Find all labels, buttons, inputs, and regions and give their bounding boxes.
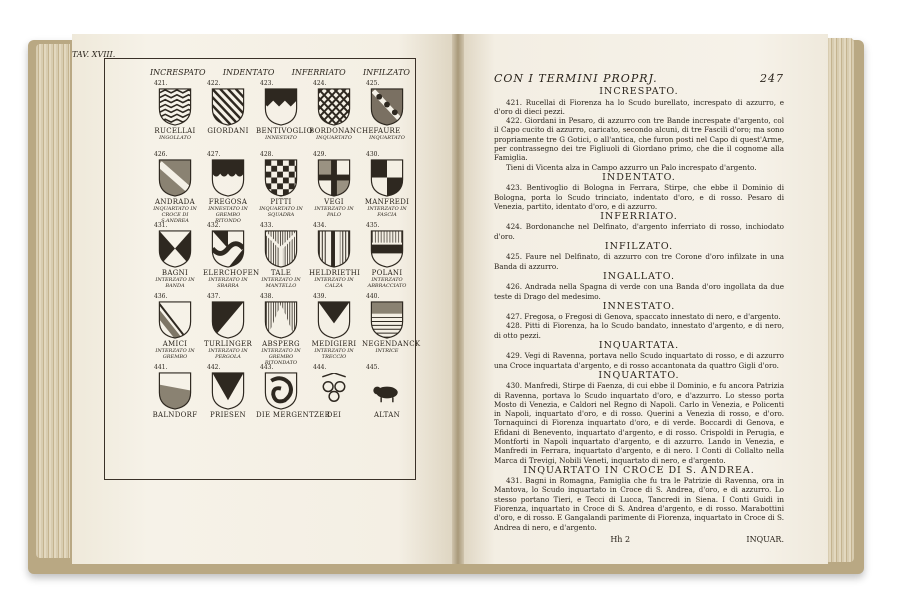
coat-of-arms: [256, 80, 313, 147]
blazon-term: [309, 419, 359, 431]
arms-row: [150, 364, 412, 431]
paragraph: 430. Manfredi, Stirpe di Faenza, di cui ebbe il Dominio, e fu ancora Patrizia di Ravenna, portava lo Scudo inquartato d'oro, e d'azzurro. Lo stesso porta Mosto di Venezia, e Caldori nel Regno di Napoli. Carlo in Venezia, e Policenti in Napoli, inquartato d'oro, e di rosso. Querini a Venezia di rosso, e d'oro. Tornaquinci di Fiorenza inquartato d'oro, e di verde. Boccardi di Genova, e Efidani di Benevento, inquartato d'argento, e di rosso. Crispoldi in Perugia, e Montforti in Napoli inquartato d'argento, e di azzurro. Lando in Venezia, e Manfredi in Ferrara, inquartato d'argento, e di nero. I Conti di Collalto nella Marca di Trevigi, Nobili Veneti, inquartato di nero, e d'argento.: [494, 381, 784, 465]
blazon-term: [256, 419, 306, 431]
figure-number: 439.: [313, 293, 327, 300]
blazon-term: INTRICE: [375, 348, 399, 354]
column-head: INDENTATO: [222, 68, 275, 77]
family-name: PRIESEN: [210, 411, 246, 419]
page-edges-left: [36, 44, 70, 558]
coat-of-arms: [150, 80, 200, 147]
figure-number: 429.: [313, 151, 327, 158]
family-name: ABSPERG: [262, 340, 300, 348]
coat-of-arms: [309, 222, 359, 289]
figure-number: 428.: [260, 151, 274, 158]
coat-of-arms: [309, 293, 359, 360]
coat-of-arms: [309, 364, 359, 431]
figure-number: 443.: [260, 364, 274, 371]
shield-icon: [369, 229, 405, 269]
shield-icon: [157, 371, 193, 411]
blazon-term: INTERZATO IN SBARRA: [208, 277, 248, 289]
column-head: INCRESPATO: [150, 68, 206, 77]
blazon-term: INTERZATO IN TRECCIO: [314, 348, 354, 360]
figure-number: 423.: [260, 80, 274, 87]
coat-of-arms: [256, 293, 306, 366]
arms-row: [150, 222, 412, 289]
family-name: AMICI: [162, 340, 188, 348]
coat-of-arms: [362, 80, 412, 147]
coat-of-arms: [256, 222, 306, 289]
family-name: MEDIGIERI: [311, 340, 357, 348]
shield-icon: [210, 229, 246, 269]
column-head: INFERRIATO: [291, 68, 346, 77]
family-name: ANDRADA: [155, 198, 195, 206]
shield-icon: [316, 371, 352, 411]
blazon-term: INNESTATO: [265, 135, 297, 141]
shield-icon: [263, 158, 299, 198]
figure-number: 426.: [154, 151, 168, 158]
coat-of-arms: [362, 222, 412, 289]
page-edges-right: [824, 38, 854, 562]
shield-icon: [316, 229, 352, 269]
shield-icon: [316, 158, 352, 198]
family-name: BAGNI: [161, 269, 189, 277]
figure-number: 441.: [154, 364, 168, 371]
blazon-term: [203, 135, 253, 147]
family-name: TURLINGER: [203, 340, 253, 348]
page-footer: [494, 535, 784, 544]
shield-icon: [157, 158, 193, 198]
family-name: NEGENDANCK: [362, 340, 421, 348]
family-name: PITTI: [270, 198, 292, 206]
blazon-term: INTERZATO IN MANTELLO: [261, 277, 301, 289]
coat-of-arms: [203, 80, 253, 147]
coat-of-arms: [203, 151, 253, 224]
text-column: [494, 74, 784, 544]
blazon-term: INQUARTATO IN CROCE DI S.ANDREA: [153, 206, 197, 224]
blazon-term: INTERZATO IN PALO: [314, 206, 354, 218]
arms-row: [150, 80, 412, 147]
section-heading: INQUARTATO.: [598, 369, 680, 381]
paragraph: Tieni di Vicenta alza in Campo azzurro un Palo increspato d'argento.: [506, 162, 757, 172]
running-head-title: CON I TERMINI PROPRJ.: [494, 72, 658, 85]
paragraph: 424. Bordonanche nel Delfinato, d'argento inferriato di rosso, inchiodato d'oro.: [494, 222, 784, 241]
coat-of-arms: [309, 151, 359, 218]
paragraph: 426. Andrada nella Spagna di verde con una Banda d'oro ingollata da due teste di Drago del medesimo.: [494, 282, 784, 301]
coat-of-arms: [203, 364, 253, 431]
shield-icon: [369, 371, 405, 411]
column-head: INFILZATO: [363, 68, 410, 77]
book-gutter: [452, 34, 464, 564]
paragraph: 425. Faure nel Delfinato, di azzurro con tre Corone d'oro infilzate in una Banda di azzurro.: [494, 252, 784, 271]
section-heading: INDENTATO.: [602, 171, 676, 183]
family-name: BALNDORF: [152, 411, 198, 419]
paragraph: 427. Fregosa, o Fregosi di Genova, spaccato innestato di nero, e d'argento.: [506, 312, 781, 322]
figure-number: 425.: [366, 80, 380, 87]
coat-of-arms: [150, 222, 200, 289]
blazon-term: [150, 419, 200, 431]
figure-number: 433.: [260, 222, 274, 229]
section-heading: INCRESPATO.: [599, 86, 679, 98]
figure-number: 431.: [154, 222, 168, 229]
signature-mark: Hh 2: [610, 534, 631, 544]
shield-icon: [369, 300, 405, 340]
shield-icon: [157, 300, 193, 340]
figure-number: 444.: [313, 364, 327, 371]
text-body: [494, 87, 784, 532]
family-name: HELDRIETHI: [309, 269, 361, 277]
figure-number: 442.: [207, 364, 221, 371]
page-number: 247: [760, 72, 784, 85]
paragraph: 422. Giordani in Pesaro, di azzurro con tre Bande increspate d'argento, col il Capo cucito di azzurro, caricato, secondo alcuni, di tre Fascili d'oro; ma sono propriamente tre G Gotici, o all'antica, che furon posti nel Capo di quest'Arme, per contrassegno dei tre Figliuoli di Giordano primo, che die il cognome alla Famiglia.: [494, 116, 784, 163]
figure-number: 435.: [366, 222, 380, 229]
blazon-term: INQUARTATO: [369, 135, 405, 141]
blazon-term: [362, 419, 412, 431]
blazon-term: INTERZATO IN FASCIA: [367, 206, 407, 218]
family-name: BENTIVOGLIO: [256, 127, 313, 135]
section-heading: INFERRIATO.: [600, 211, 678, 223]
section-heading: INGALLATO.: [602, 270, 676, 282]
figure-number: 434.: [313, 222, 327, 229]
shield-icon: [263, 229, 299, 269]
family-name: POLANI: [371, 269, 403, 277]
paragraph: 428. Pitti di Fiorenza, ha lo Scudo bandato, innestato d'argento, e di nero, di otto pezzi.: [494, 321, 784, 340]
paragraph: 421. Rucellai di Fiorenza ha lo Scudo burellato, increspato di azzurro, e d'oro di dieci pezzi.: [494, 97, 784, 116]
section-heading: INQUARTATA.: [598, 340, 680, 352]
section-heading: INNESTATO.: [602, 300, 676, 312]
figure-number: 424.: [313, 80, 327, 87]
blazon-term: INQUARTATO: [316, 135, 352, 141]
blazon-term: INQUARTATO IN SQUADRA: [259, 206, 303, 218]
paragraph: 423. Bentivoglio di Bologna in Ferrara, Stirpe, che ebbe il Dominio di Bologna, porta lo Scudo trinciato, indentato d'oro, e di rosso. Pesaro di Venezia, partito, identato d'oro, e di azzurro.: [494, 183, 784, 211]
shield-icon: [263, 87, 299, 127]
shield-icon: [210, 87, 246, 127]
coat-of-arms: [362, 151, 412, 218]
coat-of-arms: [256, 151, 306, 218]
arms-row: [150, 293, 421, 366]
blazon-term: INTERZATO IN CALZA: [314, 277, 354, 289]
coat-of-arms-grid: [150, 80, 421, 435]
blazon-term: [203, 419, 253, 431]
blazon-term: INTERZATO IN GREMBO: [155, 348, 195, 360]
family-name: VEGI: [324, 198, 344, 206]
family-name: DEI: [326, 411, 342, 419]
paragraph: 429. Vegi di Ravenna, portava nello Scudo inquartato di rosso, e di azzurro una Croce inquartata d'argento, e di rosso accantonata da quattro Gigli d'oro.: [494, 351, 784, 370]
shield-icon: [157, 87, 193, 127]
shield-icon: [210, 300, 246, 340]
figure-number: 421.: [154, 80, 168, 87]
figure-number: 436.: [154, 293, 168, 300]
shield-icon: [157, 229, 193, 269]
section-heading: INFILZATO.: [604, 241, 674, 253]
shield-icon: [210, 158, 246, 198]
shield-icon: [369, 87, 405, 127]
family-name: RUCELLAI: [154, 127, 196, 135]
family-name: FREGOSA: [208, 198, 248, 206]
plate-label: TAV. XVIII.: [72, 50, 116, 59]
family-name: ELERCHOFEN: [203, 269, 260, 277]
family-name: ALTAN: [373, 411, 401, 419]
shield-icon: [263, 300, 299, 340]
plate-column-heads: [150, 68, 410, 77]
blazon-term: INTERZATO ABBRACCIATO: [367, 277, 407, 289]
family-name: FAURE: [373, 127, 401, 135]
family-name: DIE MERGENTZER: [256, 411, 331, 419]
blazon-term: INTERZATO IN GREMBO RITONDATO: [261, 348, 301, 366]
arms-row: [150, 151, 412, 224]
running-header: [494, 74, 784, 83]
shield-icon: [369, 158, 405, 198]
coat-of-arms: [150, 151, 200, 224]
figure-number: 437.: [207, 293, 221, 300]
coat-of-arms: [362, 364, 412, 431]
blazon-term: INTERZATO IN BANDA: [155, 277, 195, 289]
section-heading: INQUARTATO IN CROCE DI S. ANDREA.: [523, 464, 755, 476]
family-name: BORDONANCHE: [309, 127, 374, 135]
coat-of-arms: [203, 222, 260, 289]
figure-number: 430.: [366, 151, 380, 158]
blazon-term: INNESTATO IN GREMBO RITONDO: [208, 206, 248, 224]
catchword: INQUAR.: [746, 534, 784, 544]
figure-number: 422.: [207, 80, 221, 87]
figure-number: 445.: [366, 364, 380, 371]
figure-number: 432.: [207, 222, 221, 229]
coat-of-arms: [150, 364, 200, 431]
coat-of-arms: [203, 293, 253, 360]
family-name: MANFREDI: [364, 198, 410, 206]
shield-icon: [210, 371, 246, 411]
figure-number: 438.: [260, 293, 274, 300]
blazon-term: INTERZATO IN PERGOLA: [208, 348, 248, 360]
family-name: TALE: [270, 269, 292, 277]
coat-of-arms: [362, 293, 421, 360]
coat-of-arms: [150, 293, 200, 360]
figure-number: 427.: [207, 151, 221, 158]
paragraph: 431. Bagni in Romagna, Famiglia che fu tra le Patrizie di Ravenna, ora in Mantova, lo Scudo inquartato in Croce di S. Andrea, d'oro, e di azzurro. Lo stesso portano Tieri, e Tecci di Lucca, Tancredi in Siena. I Conti Guidi in Fiorenza, inquartato in Croce di S. Andrea d'argento, e di rosso. Marabottini d'oro, e di rosso. E Gangalandi parimente di Fiorenza, inquartato in Croce di S. Andrea di nero, e d'argento.: [494, 476, 784, 532]
family-name: GIORDANI: [207, 127, 249, 135]
shield-icon: [316, 87, 352, 127]
shield-icon: [316, 300, 352, 340]
figure-number: 440.: [366, 293, 380, 300]
blazon-term: INGOLLATO: [159, 135, 191, 141]
shield-icon: [263, 371, 299, 411]
